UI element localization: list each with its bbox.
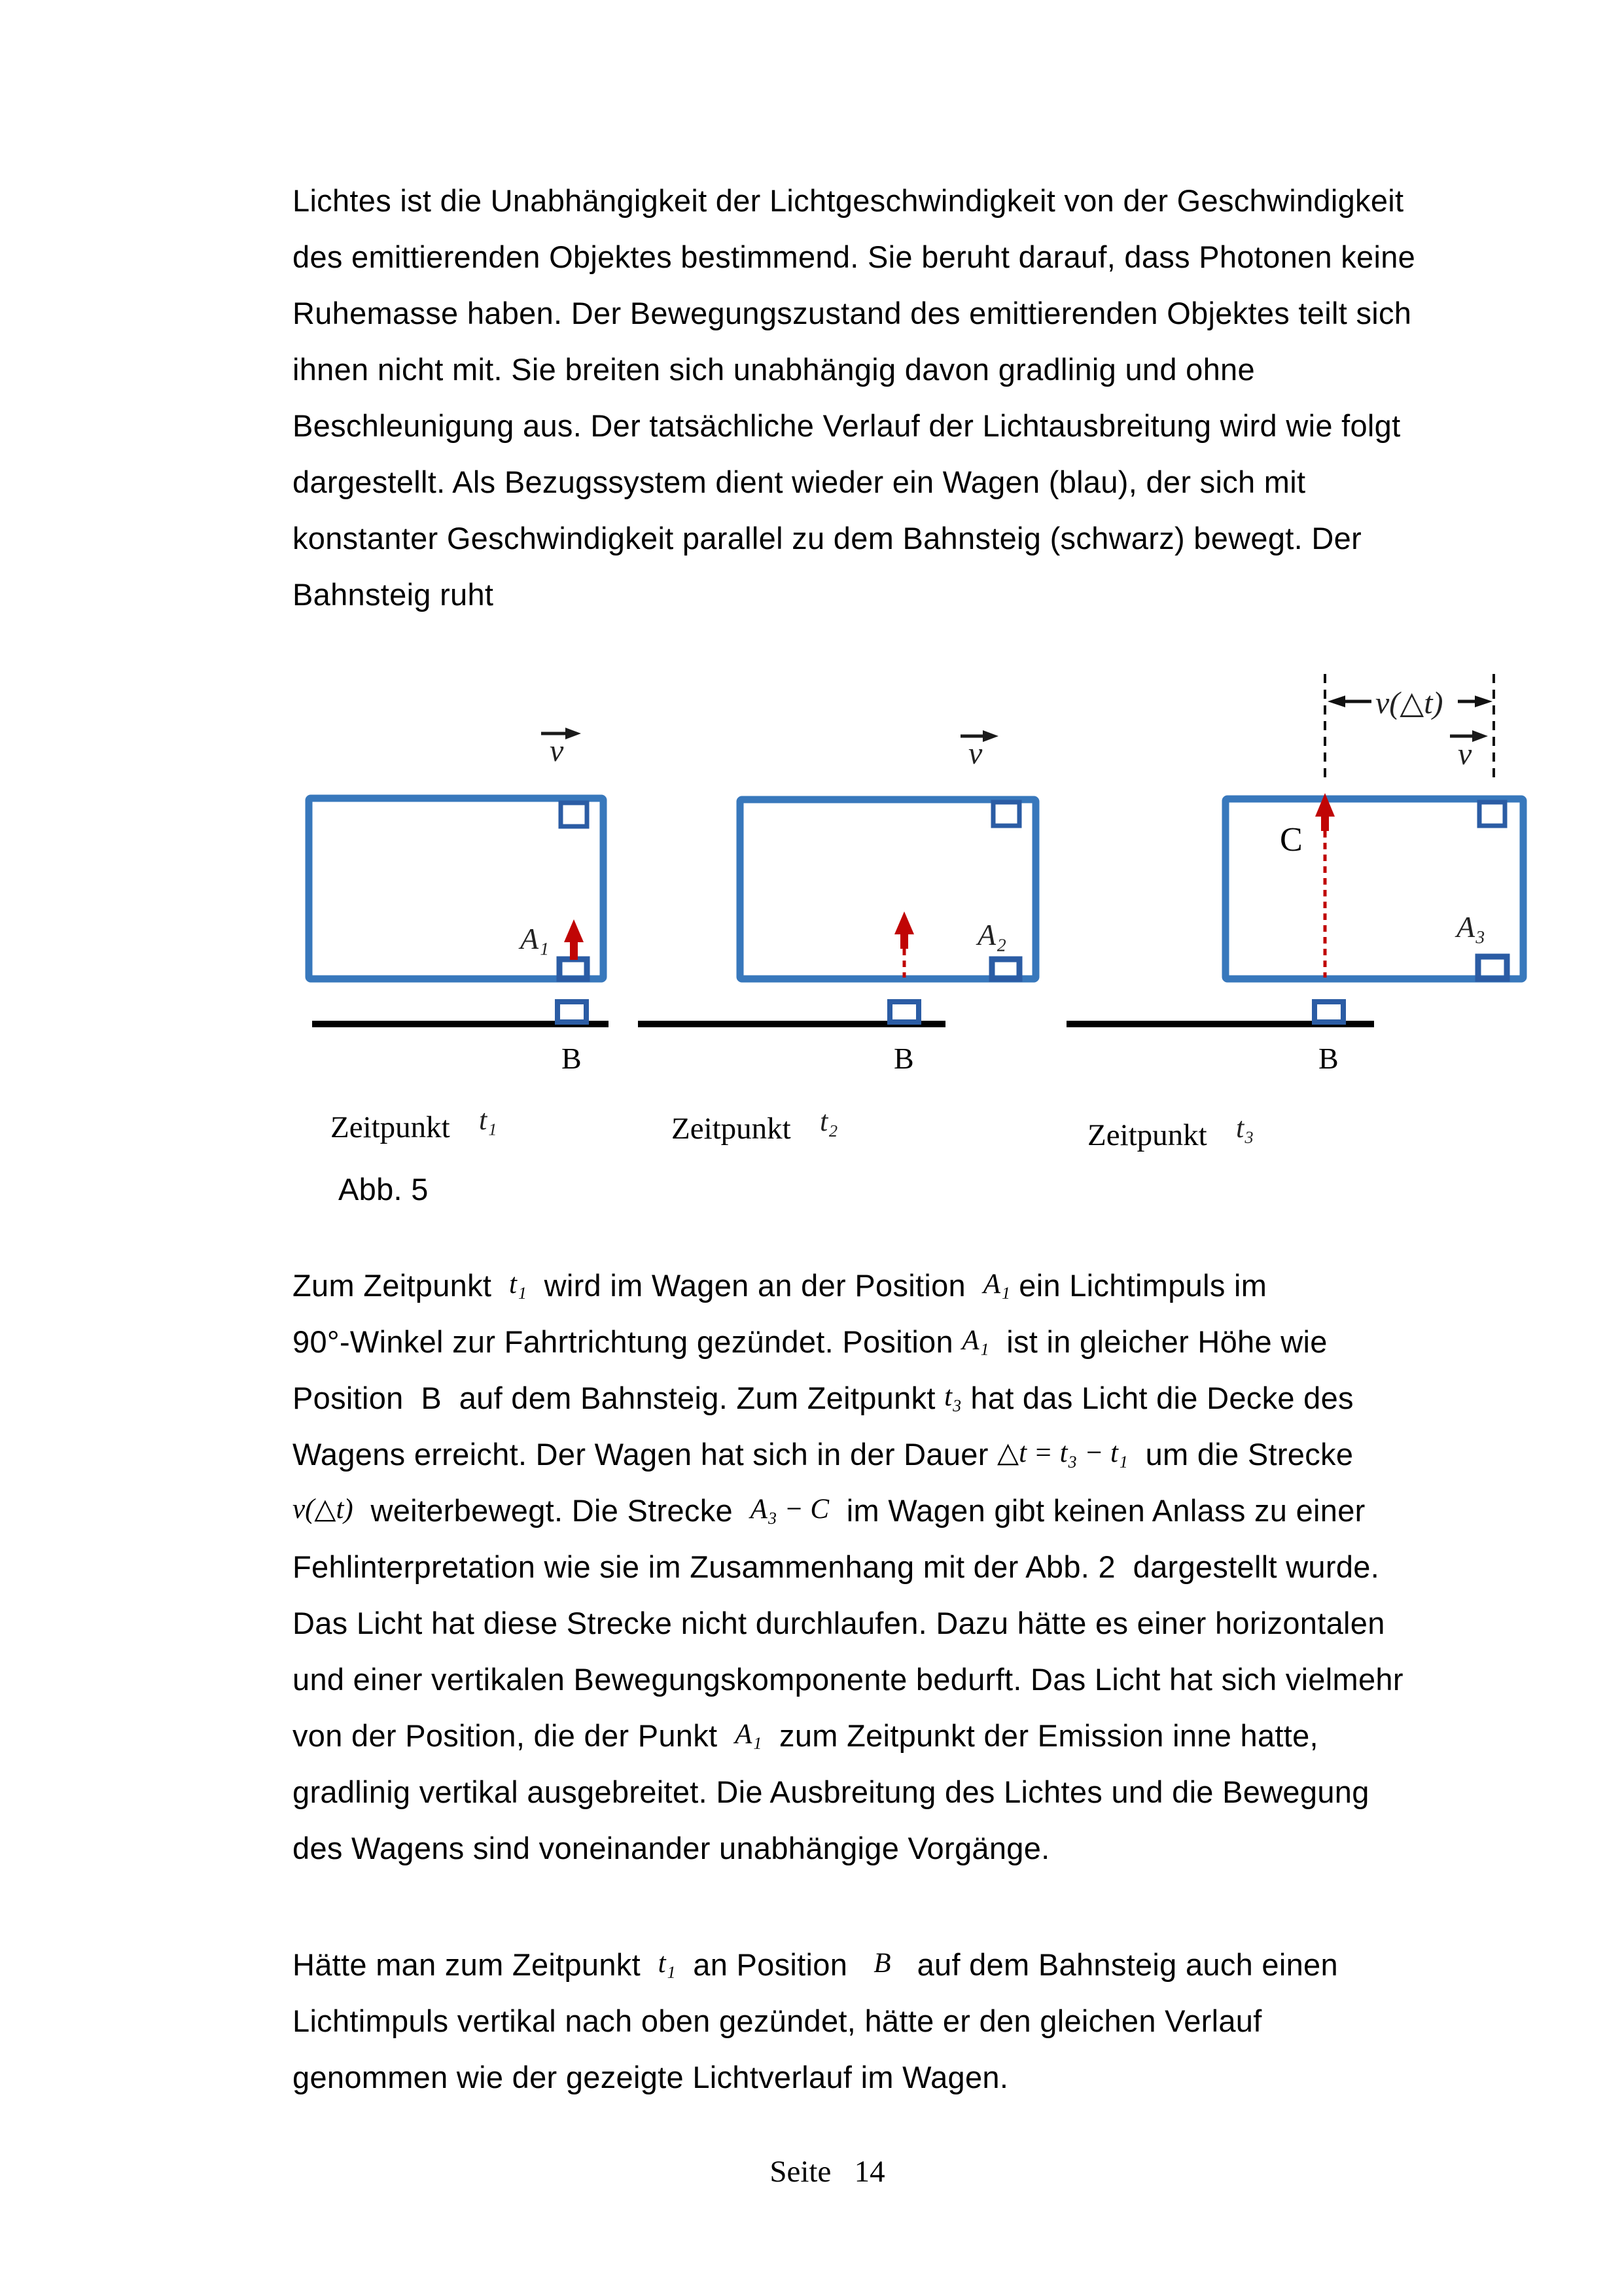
page-footer xyxy=(0,2119,1624,2225)
text-run: ein Lichtimpuls im xyxy=(1010,1268,1267,1303)
p1-line-5: Beschleunigung aus. Der tatsächliche Verlauf der Lichtausbreitung wird wie folgt xyxy=(292,408,1401,443)
text-run: Zum Zeitpunkt xyxy=(292,1268,509,1303)
p3-line-3: genommen wie der gezeigte Lichtverlauf im Wagen. xyxy=(292,2060,1009,2094)
velocity-label-1: v xyxy=(550,733,564,768)
page-number: Seite 14 xyxy=(769,2155,885,2189)
label-t1: t₁ xyxy=(479,1104,497,1136)
velocity-label-2: v xyxy=(968,736,983,771)
figure-caption: Abb. 5 xyxy=(338,1172,429,1207)
text-run: von der Position, die der Punkt xyxy=(292,1718,735,1753)
p1-line-6: dargestellt. Als Bezugssystem dient wieder ein Wagen (blau), der sich mit xyxy=(292,465,1306,499)
p1-line-1: Lichtes ist die Unabhängigkeit der Lichtgeschwindigkeit von der Geschwindigkeit xyxy=(292,183,1404,218)
text-run: an Position xyxy=(675,1947,874,1982)
math-token-t1: t₁ xyxy=(658,1948,676,1979)
wagon-1-source-square xyxy=(559,959,587,979)
p2-line-5 xyxy=(292,1483,1470,1539)
paragraph-1 xyxy=(292,173,1470,623)
label-t3: t₃ xyxy=(1236,1112,1254,1144)
p2-line-6: Fehlinterpretation wie sie im Zusammenhang mit der Abb. 2 dargestellt wurde. xyxy=(292,1549,1380,1584)
math-token-a1: A₁ xyxy=(962,1325,989,1356)
math-token-v-delta-t: v(△t) xyxy=(292,1494,353,1525)
p2-line-10: gradlinig vertikal ausgebreitet. Die Ausbreitung des Lichtes und die Bewegung xyxy=(292,1775,1369,1809)
text-run: hat das Licht die Decke des xyxy=(961,1381,1354,1415)
p1-line-4: ihnen nicht mit. Sie breiten sich unabhängig davon gradlinig und ohne xyxy=(292,352,1255,387)
text-run: ist in gleicher Höhe wie xyxy=(989,1324,1328,1359)
label-b-3: B xyxy=(1318,1042,1339,1075)
label-a3: A₃ xyxy=(1456,910,1486,944)
paragraph-3 xyxy=(292,1937,1470,2106)
platform-point-square-1 xyxy=(557,1002,586,1022)
wagon-3-ceiling-square xyxy=(1479,802,1505,826)
p2-line-2 xyxy=(292,1314,1470,1370)
label-zeitpunkt-2: Zeitpunkt xyxy=(671,1112,791,1146)
p1-line-2: des emittierenden Objektes bestimmend. Sie beruht darauf, dass Photonen keine xyxy=(292,239,1416,274)
paragraph-2 xyxy=(292,1258,1470,1877)
label-a1: A₁ xyxy=(520,922,550,955)
text-run: weiterbewegt. Die Strecke xyxy=(353,1493,750,1528)
light-beam-2-arrowhead-icon xyxy=(894,911,914,934)
wagon-1-ceiling-square xyxy=(561,803,587,826)
math-token-b: B xyxy=(874,1948,891,1979)
math-token-t1: t₁ xyxy=(509,1269,527,1299)
p1-line-3: Ruhemasse haben. Der Bewegungszustand des emittierenden Objektes teilt sich xyxy=(292,296,1412,330)
text-run: zum Zeitpunkt der Emission inne hatte, xyxy=(762,1718,1318,1753)
label-b-1: B xyxy=(561,1042,582,1075)
text-run: Hätte man zum Zeitpunkt xyxy=(292,1947,658,1982)
velocity-vector-1-arrowhead-icon xyxy=(565,728,581,739)
p2-line-1 xyxy=(292,1258,1470,1314)
label-zeitpunkt-1: Zeitpunkt xyxy=(330,1110,450,1144)
p2-line-4 xyxy=(292,1426,1470,1483)
displacement-arrow-left-icon xyxy=(1328,696,1345,707)
displacement-arrow-right-icon xyxy=(1475,696,1492,707)
label-v-delta-t: v(△t) xyxy=(1375,686,1443,720)
math-token-a3-minus-c: A₃ − C xyxy=(750,1494,830,1525)
text-run: Position B auf dem Bahnsteig. Zum Zeitpunkt xyxy=(292,1381,945,1415)
platform-point-square-2 xyxy=(890,1002,919,1022)
label-zeitpunkt-3: Zeitpunkt xyxy=(1087,1118,1207,1152)
p2-line-8: und einer vertikalen Bewegungskomponente bedurft. Das Licht hat sich vielmehr xyxy=(292,1662,1403,1697)
p2-line-9 xyxy=(292,1708,1470,1764)
p2-line-7: Das Licht hat diese Strecke nicht durchlaufen. Dazu hätte es einer horizontalen xyxy=(292,1606,1385,1640)
label-t2: t₂ xyxy=(820,1105,838,1137)
label-a2: A₂ xyxy=(978,918,1007,951)
figure-panel-t3 xyxy=(1067,674,1523,1152)
wagon-2-source-square xyxy=(992,959,1019,979)
p2-line-11: des Wagens sind voneinander unabhängige Vorgänge. xyxy=(292,1831,1050,1865)
velocity-vector-3-arrowhead-icon xyxy=(1472,730,1488,742)
velocity-vector-2-arrowhead-icon xyxy=(983,730,998,742)
p3-line-2: Lichtimpuls vertikal nach oben gezündet, hätte er den gleichen Verlauf xyxy=(292,2004,1262,2038)
wagon-2-ceiling-square xyxy=(993,802,1019,826)
label-b-2: B xyxy=(894,1042,914,1075)
text-run: 90°-Winkel zur Fahrtrichtung gezündet. Position xyxy=(292,1324,962,1359)
p3-line-1 xyxy=(292,1937,1470,1993)
velocity-label-3: v xyxy=(1458,737,1472,771)
text-run: wird im Wagen an der Position xyxy=(526,1268,983,1303)
platform-point-square-3 xyxy=(1315,1002,1343,1022)
text-run: auf dem Bahnsteig auch einen xyxy=(891,1947,1338,1982)
label-c: C xyxy=(1280,821,1303,858)
p2-line-3 xyxy=(292,1370,1470,1426)
math-token-a1: A₁ xyxy=(735,1719,762,1750)
figure-abb5 xyxy=(0,667,1624,1178)
p1-line-7: konstanter Geschwindigkeit parallel zu dem Bahnsteig (schwarz) bewegt. Der xyxy=(292,521,1362,556)
math-token-a1: A₁ xyxy=(983,1269,1010,1299)
p1-line-8: Bahnsteig ruht xyxy=(292,577,494,612)
figure-panel-t2 xyxy=(638,730,1036,1146)
math-token-t3: t₃ xyxy=(944,1381,962,1412)
text-run: um die Strecke xyxy=(1127,1437,1354,1472)
math-token-delta-t-equation: △t = t₃ − t₁ xyxy=(997,1438,1128,1468)
light-beam-1-arrowhead-icon xyxy=(564,919,584,942)
figure-panel-t1 xyxy=(309,728,609,1144)
text-run: Wagens erreicht. Der Wagen hat sich in der Dauer xyxy=(292,1437,998,1472)
text-run: im Wagen gibt keinen Anlass zu einer xyxy=(829,1493,1366,1528)
